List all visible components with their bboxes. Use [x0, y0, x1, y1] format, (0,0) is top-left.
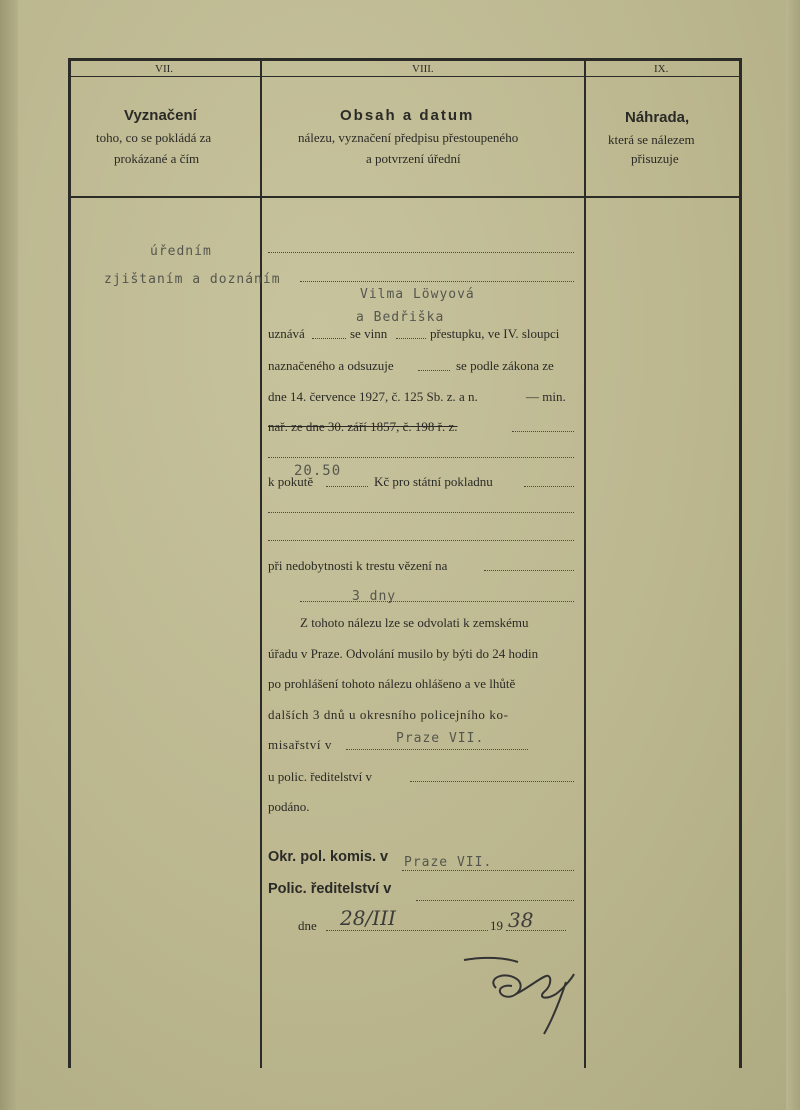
naznaceneho-label: naznačeného a odsuzuje: [268, 358, 394, 373]
col9-sub2: přisuzuje: [631, 151, 679, 166]
col7-sub1: toho, co se pokládá za: [96, 130, 212, 145]
column-divider-7-8: [260, 58, 262, 1068]
appeal-line-4: dalších 3 dnů u okresního policejního ko-: [268, 707, 509, 722]
fine-amount: 20.50: [294, 463, 342, 479]
accused-name-2: a Bedřiška: [356, 310, 445, 325]
right-edge: [786, 0, 800, 1110]
signature: [456, 948, 586, 1048]
fine-blank: [326, 486, 368, 487]
okr-blank: [402, 870, 574, 871]
evidence-line-2: zjištaním a doznáním: [104, 272, 281, 287]
reditelstvi-label: u polic. ředitelství v: [268, 769, 372, 784]
table-left-border: [68, 58, 71, 1068]
col8-sub2: a potvrzení úřední: [366, 151, 461, 166]
appeal-line-1: Z tohoto nálezu lze se odvolati k zemskému: [300, 615, 529, 630]
uznava-blank: [312, 338, 346, 339]
date-blank: [326, 930, 488, 931]
column-divider-8-9: [584, 58, 586, 1068]
appeal-line-5: misařství v: [268, 737, 333, 752]
blank-line-1: [268, 252, 574, 253]
zakona-label: se podle zákona ze: [456, 358, 554, 373]
appeal-line-3: po prohlášení tohoto nálezu ohlášeno a ve lhůtě: [268, 676, 516, 691]
uznava-label: uznává: [268, 326, 305, 341]
nedobytnost-blank: [484, 570, 574, 571]
nedobytnost-label: při nedobytnosti k trestu vězení na: [268, 558, 448, 573]
law-date-label: dne 14. července 1927, č. 125 Sb. z. a n.: [268, 389, 478, 404]
pokladnu-label: Kč pro státní pokladnu: [374, 474, 493, 489]
blank-line-5: [268, 540, 574, 541]
col8-sub1: nálezu, vyznačení předpisu přestoupeného: [298, 130, 519, 145]
col7-number: VII.: [155, 63, 174, 75]
col7-sub2: prokázané a čím: [114, 151, 200, 166]
left-edge: [0, 0, 18, 1110]
appeal-line-2: úřadu v Praze. Odvolání musilo by býti do 24 hodin: [268, 646, 539, 661]
commis-typed: Praze VII.: [404, 855, 493, 870]
okr-pol-komis-label: Okr. pol. komis. v: [268, 849, 389, 865]
col8-number: VIII.: [412, 63, 434, 75]
table-top-border: [68, 58, 742, 61]
vinn-label: se vinn: [350, 326, 388, 341]
pokladnu-blank: [524, 486, 574, 487]
col7-title: Vyznačení: [124, 107, 197, 124]
podano-label: podáno.: [268, 799, 310, 814]
blank-line-4: [268, 512, 574, 513]
accused-name: Vilma Löwyová: [360, 287, 475, 302]
odsuzuje-blank: [418, 370, 450, 371]
reditelstvi-blank: [410, 781, 574, 782]
col9-number: IX.: [654, 63, 669, 75]
col9-sub1: která se nálezem: [608, 132, 695, 147]
polic-blank: [416, 900, 574, 901]
year-handwritten: 38: [508, 908, 534, 932]
dne-label: dne: [298, 918, 317, 933]
date-handwritten: 28/III: [340, 906, 396, 930]
days-blank: [300, 601, 574, 602]
evidence-line-1: úředním: [150, 244, 212, 259]
table-right-border: [739, 58, 742, 1068]
blank-line-2: [300, 281, 574, 282]
polic-reditelstvi-label: Polic. ředitelství v: [268, 881, 392, 897]
min-label: — min.: [526, 389, 566, 404]
prestupku-label: přestupku, ve IV. sloupci: [430, 326, 560, 341]
year-blank: [506, 930, 566, 931]
year-prefix: 19: [490, 918, 503, 933]
pokute-label: k pokutě: [268, 474, 314, 489]
vinn-blank: [396, 338, 426, 339]
station-typed: Praze VII.: [396, 731, 485, 746]
regulation-blank: [512, 431, 574, 432]
struck-regulation: nař. ze dne 30. září 1857, č. 198 ř. z.: [268, 419, 458, 434]
station-blank: [346, 749, 528, 750]
col9-title: Náhrada,: [625, 109, 690, 126]
col8-title: Obsah a datum: [340, 107, 475, 124]
blank-line-3: [268, 457, 574, 458]
header-number-rule: [68, 76, 742, 77]
header-bottom-border: [68, 196, 742, 198]
prison-days: 3 dny: [352, 589, 397, 604]
